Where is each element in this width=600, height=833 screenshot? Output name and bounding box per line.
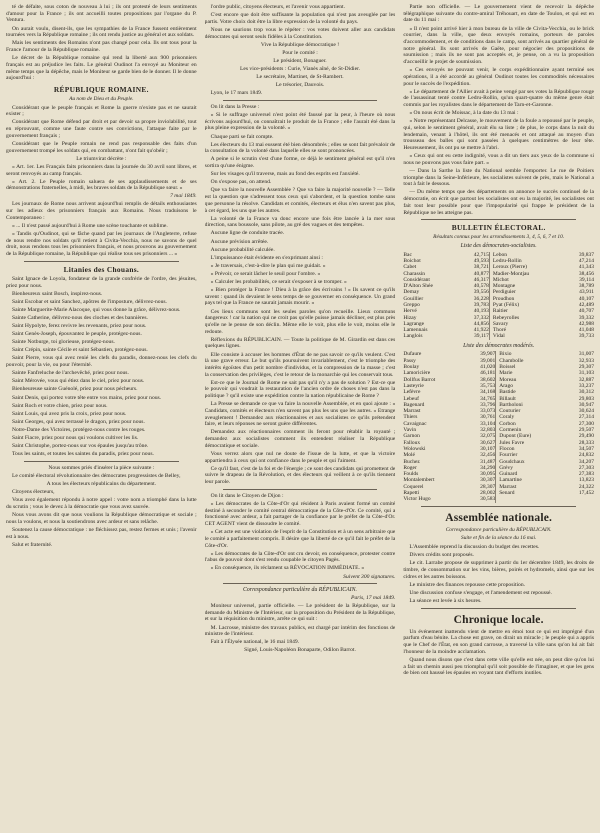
vote-count: 27,383	[578, 471, 594, 478]
list-item: Sainte Catherine, délivrez-nous des cloches et des bannières.	[12, 314, 148, 321]
candidate-name: Buchez	[403, 458, 420, 465]
candidate-name: Boulay	[403, 364, 420, 371]
candidate-name: Thoré	[489, 327, 565, 333]
list-item: Bienheureux saint Bosch, inspirez-nous.	[12, 290, 103, 297]
list2-title: Liste des démocrates modérés.	[463, 342, 535, 349]
chronique-body	[403, 629, 594, 677]
vote-count: 46,317	[473, 276, 489, 283]
paragraph: Elle consiste à accuser les hommes d'État de ne pas savoir ce qu'ils veulent. C'est là une grave erreur. Le but qu'ils poursuivent invariablement, c'est le triomphe des intérêts égoïstes d'un petit nombre d'individus, et la compression de la masse ; c'est la conservation des privilèges, c'est le retour de la monarchie qui les conservait tous.	[204, 351, 396, 378]
paragraph: Soutenez la cause démocratique : ne fléchissez pas, restez fermes et unis ; l'avenir est à nous.	[6, 526, 197, 540]
list1-title: Liste des démocrates-socialistes.	[460, 242, 537, 249]
decree-date: 7 mai 1849.	[170, 193, 197, 200]
list-item: Saint Georges, qui avez terrassé le dragon, priez pour nous.	[12, 418, 145, 425]
table-row	[403, 333, 594, 339]
paragraph: Moniteur universel, partie officielle. — Le président de la République, sur la demande du Ministre de l'Intérieur, sur la proposition du Président de la République, et sur la réquisition du ministre, arrête ce qui suit :	[204, 603, 396, 623]
paragraph: Les journaux de Rome nous arrivent aujourd'hui remplis de détails enthousiastes sur les adieux des prisonniers français aux Romains. Nous traduisons le Contemporaneo :	[6, 201, 197, 221]
paragraph: Le ministre des finances repousse cette proposition.	[409, 581, 526, 588]
table-row	[403, 496, 594, 502]
vote-count: 47,214	[578, 257, 594, 264]
paragraph: C'est encore que doit être suffisante la population qui n'est pas aveuglée par les partis. Votre choix doit être la libre expression de la volonté du pays.	[204, 12, 396, 25]
paragraph: « Calculer les probabilités, ce serait s'exposer à se tromper. »	[210, 278, 347, 285]
vote-count: 40,877	[473, 270, 489, 277]
paragraph: — Du même temps que des départements on annonce le succès continuel de la démocratie, on écrit que partout les socialistes ont eu la majorité, les socialistes ont fait tout leur possible pour que l'impopularité qui frappe le président de la République ne les atteigne pas.	[403, 189, 594, 216]
paragraph: Ces lieux communs sont les seules paroles qu'on recueille. Lieux communs dangereux ! car la nation qui ne croit pas qu'elle puisse jamais décliner, est plus près qu'elle ne le pense de son déclin. Même elle le voit, plus elle le voit, moins elle le redoute.	[204, 308, 396, 335]
divider	[24, 461, 179, 462]
vote-count: 13,823	[578, 477, 594, 484]
paragraph: Citoyens électeurs,	[12, 489, 55, 496]
vote-count: 30,761	[480, 414, 496, 421]
list-item: Notre-Dame des Victoires, protégez-nous contre les rouges.	[12, 426, 146, 433]
paragraph: A peine si le scrutin s'est d'une forme, ce déjà le sentiment général est qu'il n'en sortira qu'une énigme.	[204, 156, 396, 170]
vote-count: 39,783	[473, 302, 489, 308]
paragraph: « Les démocrates de la Côte-d'Or ont cru devoir, en conséquence, protester contre l'abus de pouvoir dont s'est rendu coupable le citoyen Pagès.	[204, 550, 396, 564]
paragraph: On s'expose pas, on attend.	[210, 179, 272, 186]
vote-count: 42,988	[578, 320, 594, 327]
paragraph: A tous les électeurs républicains du département.	[46, 481, 157, 488]
paragraph: Aucune probabilité calculée.	[210, 246, 275, 253]
paragraph: Le cit. Larrabe propose de supprimer à partir du 1er décembre 1849, les droits de timbre, de consommation sur les vins, bières, poirés et hydromels, ainsi que sur les cidres et les autres boissons.	[403, 560, 594, 580]
candidate-name: Demay	[403, 289, 420, 296]
candidate-name: Leroux (Pierre)	[489, 264, 565, 270]
vote-count: 30,312	[578, 389, 594, 396]
candidate-name: Coraly	[496, 414, 565, 420]
candidate-name: Vavin	[403, 427, 417, 434]
vote-count: 30,627	[480, 439, 496, 446]
col1-mid-article	[6, 201, 197, 257]
paragraph: Le décret de la République romaine qui rend la liberté aux 900 prisonniers français est au préjudice les faits. Le général Oudinot l'a envoyé au Moniteur en même temps que la dépêche, mais le Moniteur se garde bien de le donner. Il le donne aujourd'hui :	[6, 55, 197, 82]
vote-count: 38,721	[473, 264, 489, 271]
paragraph: « Le département de l'Allier avait à peine vengé par ses votes la République rouge de l'assassinat tenté contre Ledru-Rollin, qu'un quart-quatre du même genre était commis par les royalistes dans le département de Tarn-et-Garonne.	[403, 88, 594, 109]
presse-article	[205, 104, 396, 486]
candidate-name: Marie	[496, 370, 565, 376]
candidate-name: Fourrier	[496, 452, 565, 458]
paragraph: Vous verrez alors que nul ne doute de l'issue de la lutte, et que la victoire appartiendra à ceux qui ont confiance dans le peuple et qui l'aiment.	[204, 450, 396, 464]
paragraph: Sur les visages qu'il traverse, mais au fond des esprits est l'anxiété.	[210, 171, 360, 178]
signers	[205, 50, 396, 97]
candidate-name: Considérant	[403, 276, 430, 283]
candidate-name: Bastide	[496, 389, 565, 395]
paragraph: Nous ne saurions trop vous le répéter : vos votes doivent aller aux candidats démocrates qui seront seuls fidèles à la Constitution.	[204, 26, 396, 40]
vote-count: 32,803	[480, 427, 496, 434]
list-item: Sainte Notburge, toi glorieuse, protégez-nous.	[12, 339, 115, 346]
vote-count: 42,715	[473, 251, 489, 258]
vote-count: 39,556	[473, 289, 489, 296]
paragraph: « Prévoir, ce serait lâcher le seuil pour l'ombre. »	[210, 270, 321, 277]
list-item: Saint Christophe, portez-nous sur vos épaules jusqu'au trône.	[12, 443, 149, 450]
paragraph: Réflexions du RÉPUBLICAIN. — Toute la politique de M. Girardin est dans ces quelques lignes.	[204, 336, 396, 350]
paragraph: L'impuissance était évidente en s'exprimant ainsi :	[210, 254, 323, 261]
paragraph: Partie non officielle. — Le gouvernement vient de recevoir la dépêche télégraphique suivante du contre-amiral Tréhouart, en date de Toulon, et qui est en date du 11 mai :	[403, 4, 594, 24]
list-item: Saint Louis, qui avez pris la croix, priez pour nous.	[12, 410, 127, 417]
paragraph: Demandez aux réactionnaires comment ils feront pour rétablir la royauté ; demandez aux socialistes comment ils entendent réaliser la République démocratique et sociale.	[204, 429, 396, 449]
candidate-name: Corbon	[496, 421, 565, 427]
paragraph: On lit dans le Citoyen de Dijon :	[210, 492, 284, 499]
litanies-list	[6, 276, 197, 458]
paragraph: Aucune prévision arrêtée.	[210, 238, 269, 245]
paragraph: Le comité électoral révolutionnaire des démocrates progressistes de Belley,	[12, 472, 181, 479]
candidate-name: Victor Hugo	[403, 496, 431, 503]
divider	[223, 489, 378, 490]
vote-count: 41,922	[473, 327, 489, 334]
assemblee-date: Suite et fin de la séance du 16 mai.	[461, 535, 537, 542]
paragraph: « Cet acte est une violation de l'esprit de la Constitution et à un sens arbitraire que le comité a parfaitement compris. Il désire que la liberté de ce qu'il fait le préfet de la Côte-d'Or.	[204, 529, 396, 549]
candidate-name: Pyat (Félix)	[489, 302, 565, 308]
list-item: Saint Genès-Joseph, épouvantez le peuple, protégez-nous.	[12, 331, 142, 338]
vote-count: 28,307	[480, 483, 496, 490]
candidate-name: Cavaignac	[403, 420, 427, 427]
col3-top-article	[403, 4, 594, 216]
paragraph: « Ceux qui ont eu cette indignité, vous a dit un tiers aux yeux de la commune si nous ne pouvons pas vous faire part. »	[403, 153, 594, 166]
paragraph: Considérant que le Peuple romain ne rend pas responsable des faits d'un gouvernement trompé les soldats qui, en combattant, n'ont fait qu'obéir ;	[6, 140, 197, 154]
candidate-name: Senard	[496, 490, 565, 496]
vote-count: 39,332	[578, 314, 594, 321]
paragraph: « Notre représentant Delcasse, le mouvement de la foule a repoussé par le peuple, qui, selon le sentiment général, avait élu sa liste ; de plus, le corps dans la nuit du lendemain, venant à l'hôtel, ils ont été menacés et ont attaqué au moyen d'un trousseau des balles qui sont passées à quelques centimètres de leur tête. Heureusement, ils ont pu se mettre à l'abri.	[403, 118, 594, 152]
col1-top-article	[6, 4, 197, 82]
bulletin-title: BULLETIN ÉLECTORAL.	[451, 223, 546, 233]
paragraph: Quand nous disons que c'est dans cette ville qu'elle est née, on peut dire qu'on lui a fait un chemin aussi peu triomphal qu'il soit possible de l'imaginer, et que les gens de bien ont haussé les épaules en voyant tant d'efforts inutiles.	[403, 656, 594, 677]
candidate-name: Proudhon	[489, 296, 565, 302]
divider	[421, 608, 576, 609]
paragraph: « Art. 2. Le Peuple romain saluera de ses applaudissements et de ses démonstrations fraternelles, à midi, les braves soldats de la République sœur. »	[6, 178, 197, 192]
candidate-name: Flocon	[496, 446, 565, 452]
vote-count: 39,001	[480, 357, 496, 364]
candidate-name: Cormenin	[496, 427, 565, 433]
candidate-name	[496, 496, 565, 502]
list-item: Tous les saints, et toutes les saintes du paradis, priez pour nous.	[12, 451, 154, 458]
candidate-name: Perdiguier	[489, 289, 565, 295]
candidate-name: Raitier	[489, 308, 565, 314]
column-1	[6, 4, 197, 829]
vote-count: 40,578	[473, 283, 489, 290]
candidate-name: Arago	[496, 383, 565, 389]
candidate-name: Billault	[496, 396, 565, 402]
vote-count: 30,095	[480, 471, 496, 478]
candidate-name: Roger	[403, 464, 417, 471]
candidate-name: Lamennais	[403, 327, 428, 334]
vote-count: 29,490	[578, 433, 594, 440]
candidate-name: Montalembert	[403, 477, 435, 484]
paragraph: Considérant que le peuple français et Rome la guerre n'existe pas et ne saurait exister ;	[6, 104, 197, 118]
paragraph: Considérant que Rome défend par droit et par devoir sa propre inviolabilité, tout en réprouvant, comme une faute contre ses convictions, l'attaque faite par le gouvernement français ;	[6, 119, 197, 139]
column-3	[403, 4, 594, 829]
paragraph: Vive la République démocratique !	[260, 41, 340, 48]
paragraph: « Je traversais, c'est-à-dire le plan qui me guidait. »	[210, 262, 326, 269]
signer-line: Les vice-présidents : Curie, Vianès aîné, de St-Didier.	[239, 65, 361, 72]
decree-subtitle: Au nom de Dieu et du Peuple.	[69, 95, 134, 102]
candidate-name: Rapetti	[403, 490, 420, 497]
vote-count: 38,789	[578, 283, 594, 290]
decree-title: RÉPUBLIQUE ROMAINE.	[53, 84, 149, 94]
candidate-name: Marrast	[496, 484, 565, 490]
vote-count: 40,707	[578, 308, 594, 315]
candidate-name: Greppo	[403, 302, 420, 308]
vote-count	[565, 496, 594, 502]
paragraph: « En conséquence, ils réclament sa RÉVOCATION IMMÉDIATE. »	[210, 565, 365, 572]
candidate-name: Wolowski	[403, 445, 426, 452]
candidate-name: Molé	[403, 452, 415, 459]
vote-count: 33,073	[480, 408, 496, 415]
candidate-name: Dollfus Barrot	[403, 376, 436, 383]
bulletin-subtitle: Résultats connus pour les arrondissements 3, 4, 5, 6, 7 et 10.	[433, 234, 565, 241]
paragraph: Une discussion confuse s'engage, et l'amendement est repoussé.	[409, 589, 552, 596]
candidate-name: Jules Favre	[496, 440, 565, 446]
vote-count: 24,322	[578, 483, 594, 490]
vote-count: 32,456	[480, 452, 496, 459]
vote-count: 38,456	[578, 270, 594, 277]
paragraph: Chaque parti se fait compte.	[210, 133, 274, 140]
vote-count: 33,796	[480, 401, 496, 408]
signatures-line: Suivent 300 signatures.	[343, 573, 396, 580]
paragraph: Est-ce que le Journal de Rome ne sait pas qu'il n'y a pas de solution ? Est-ce que le pouvoir qui voudrait la restauration de l'ancien ordre de choses n'est pas dans la politique ? qu'il existe une expédition contre la nation républicaine de Rome ?	[204, 379, 396, 400]
list-item: Saint Escobar et saint Sanchez, apôtres de l'imposture, délivrez-nous.	[12, 298, 167, 305]
paragraph: « Tandis qu'Oudinot, qui se fâche quand par les journaux de l'Angleterre, refuse de nous rendre nos soldats qu'il retient à Civita-Vecchia, nous ne savons de quel droit, nous rendons tous les prisonniers français, et nous prouvons au gouvernement de la République romaine, la République qui réalise tous ses prisonniers ... »	[6, 231, 197, 258]
paragraph: Vous avez également répondu à notre appel : votre nom a triomphé dans la lutte du scrutin ; vous le devez à la démocratie que vous avez sauvée.	[6, 497, 197, 510]
candidate-name: Boichot	[403, 257, 421, 264]
vote-count: 39,837	[578, 251, 594, 258]
vote-count: 41,048	[578, 327, 594, 334]
vote-count: 34,207	[578, 458, 594, 465]
paragraph: Divers crédits sont proposés.	[409, 552, 474, 559]
vote-count: 34,290	[480, 464, 496, 471]
vote-count: 39,907	[480, 351, 496, 358]
divider	[223, 583, 378, 584]
signature-line: Signé, Louis-Napoléon Bonaparte, Odilon Barrot.	[244, 647, 356, 654]
divider	[421, 506, 576, 507]
candidate-name: Coquerel	[403, 483, 424, 490]
paragraph: « Ces envoyés ne pouvant venir, le corps expéditionnaire ayant terminé ses opérations, il a été accordé au général Oudinot toutes les commodités nécessaires pour le succès de l'expédition.	[403, 67, 594, 87]
vote-count: 24,832	[578, 452, 594, 459]
candidate-name: Thiers	[403, 414, 418, 421]
paragraph: té de défaite, sous coton de nouveau à lui ; ils ont protesté de leurs sentiments d'amour pour la France ; ils ont accueilli toutes propositions par l'organe du P. Ventura.	[6, 4, 197, 24]
vote-count: 39,114	[579, 276, 594, 283]
candidate-name: Lebon	[489, 252, 565, 258]
paragraph: « Si le suffrage universel n'est point été faussé par la peur, à l'heure où nous écrivons aujourd'hui, on connaîtrait le produit de la France ; elle l'aurait été dans la plus pleine expression de la volonté. »	[204, 112, 396, 132]
candidate-name: Savary	[489, 321, 565, 327]
candidate-name: Bartholoni	[496, 402, 565, 408]
candidate-name: Lamartine	[496, 477, 565, 483]
vote-count: 17,452	[578, 490, 594, 497]
chronique-title: Chronique locale.	[453, 613, 544, 626]
paragraph: On lit dans la Presse :	[210, 103, 260, 110]
column-2	[205, 4, 396, 829]
vote-count: 41,020	[480, 364, 496, 371]
paragraph: l'ordre public, citoyens électeurs, et l'avenir vous appartient.	[210, 4, 346, 10]
vote-count: 28,002	[480, 490, 496, 497]
vote-count: 39,117	[474, 333, 489, 340]
candidate-name: Marrast	[403, 408, 421, 415]
vote-count: 32,933	[578, 357, 594, 364]
assemblee-subtitle: Correspondance particulière du RÉPUBLICAIN.	[445, 526, 552, 533]
vote-count: 34,507	[578, 445, 594, 452]
divider	[24, 261, 179, 262]
signer-line: Le trésorier, Dauvois.	[275, 82, 325, 89]
paragraph: La Presse se demande ce que va faire la nouvelle Assemblée, et en quoi ajoute : « Candidats, comités et électeurs n'en savent pas plus les uns que les autres. » Etrange aveuglement ! Demandez aux réactionnaires et aux socialistes ce qu'ils prétendent faire, et leurs réponses ne seront guère différentes.	[204, 401, 396, 428]
paragraph: La volonté de la France va donc encore une fois être lancée à la mer sous direction, sans boussole, sans pilote, au gré des vagues et des tempêtes.	[204, 215, 396, 229]
vote-count: 27,300	[578, 420, 594, 427]
vote-count: 30,307	[480, 477, 496, 484]
list-item: Saint Denis, qui portez votre tête entre vos mains, priez pour nous.	[12, 394, 162, 401]
candidate-name: Lasteyrie	[403, 382, 424, 389]
candidate-name: Garnon	[403, 433, 420, 440]
assemblee-title: Assemblée nationale.	[445, 511, 553, 524]
candidate-name: Lebeuf	[403, 395, 419, 402]
candidate-name: Michot	[489, 277, 565, 283]
vote-count: 29,507	[578, 427, 594, 434]
candidate-name: Bac	[403, 251, 412, 258]
paragraph: « Il n'est point arrivé hier à mon bureau de la ville de Civita-Vecchia, ou le brick courrier, dans la ville, que deux envoyés romains, porteurs de paroles d'accommodement, et de conditions dans le camp, sont arrivés au quartier général de notre général. Ils sont arrivés de Gaëte, pour négocier des propositions de soumission ; mais ils ne sont pas acceptés et, je pense, on a vu la proposition d'accueillir le projet de soumission.	[403, 25, 594, 66]
paragraph: « Bien protéger la France ! Dieu à la grâce des écrivains ! » Ils savent ce qu'ils savent : quand ils devaient le sens temps de se gouverner en conséquence. Un grand pays tel que la France ne saurait jamais mourir. »	[204, 287, 396, 307]
litanies-title: Litanies des Chouans.	[63, 264, 140, 274]
candidate-name: Guinard	[496, 471, 565, 477]
candidate-name: Lamoricière	[403, 370, 431, 377]
paragraph: « On nous écrit de Moissac, à la date du 13 mai :	[409, 110, 519, 117]
vote-count: 29,307	[578, 364, 594, 371]
vote-count: 36,228	[473, 295, 489, 302]
correspondance-title: Correspondance particulière du RÉPUBLICAIN.	[243, 587, 357, 594]
correspondance-body	[205, 603, 396, 654]
candidate-name: Goudchaux	[496, 459, 565, 465]
candidate-name: Cabet	[403, 264, 417, 271]
vote-count: 44,856	[473, 320, 489, 327]
vote-count: 31,487	[480, 458, 496, 465]
candidate-name: Grévy	[496, 465, 565, 471]
paragraph: « Art. 1er. Les Français faits prisonniers dans la journée du 30 avril sont libres, et seront renvoyés au camp français.	[6, 163, 197, 177]
col2-top-article	[205, 4, 396, 48]
divider	[421, 219, 576, 220]
candidate-name: Bagenard	[403, 401, 425, 408]
date-line: Lyon, le 17 mars 1849.	[210, 90, 263, 97]
list-item: Sainte Fanfreluche de l'archevêché, priez pour nous.	[12, 370, 129, 377]
list-item: Saint Ignace de Loyola, fondateur de la grande confrérie de l'ordre, des jésuites, priez pour nous.	[6, 275, 197, 289]
candidate-name: Langlois	[403, 333, 423, 340]
list-item: Saint Pierre, vous qui avez renié les clefs du paradis, donnez-nous les clefs du pouvoir, pour la vie, ou pour l'éternité.	[6, 355, 197, 369]
signer-line: Pour le comité :	[282, 49, 318, 56]
candidate-name: Lagrange	[403, 320, 425, 327]
candidate-name: Falloux	[403, 439, 421, 446]
vote-count: 42,489	[578, 302, 594, 308]
paragraph: Mais les sentiments des Romains n'ont pas changé pour cela. Ils ont tous pour la France l'amour de la République romaine.	[6, 40, 197, 53]
results-table-moderates	[403, 351, 594, 502]
notice-intro: Nous sommes priés d'insérer la pièce suivante :	[48, 464, 155, 471]
vote-count: 34,765	[480, 395, 496, 402]
vote-count: 41,343	[578, 264, 594, 271]
paragraph: Nous vous avons dit que nous voulions la République démocratique et sociale ; nous la voulons, et nous la soutiendrons avec ardeur et sans relâche.	[6, 512, 197, 525]
list-item: Sainte Marguerite-Marie Alacoque, qui vous donne la grâce, délivrez-nous.	[12, 306, 181, 313]
vote-count: 32,075	[480, 433, 496, 440]
paragraph: Fait à l'Élysée national, le 16 mai 1849.	[210, 639, 300, 646]
candidate-name: Bixio	[496, 351, 565, 357]
results-table-socialists	[403, 252, 594, 340]
vote-count: 30,947	[578, 401, 594, 408]
candidate-name: Passy	[403, 357, 416, 364]
vote-count: 43,911	[579, 289, 594, 296]
decree-body	[6, 105, 197, 200]
paragraph: On aurait voulu, disent-ils, que les sympathies de la France fussent entièrement tournées vers la République romaine ; ils ont rendu justice au général et aux soldats.	[6, 25, 197, 39]
candidate-name: Hervé	[403, 308, 417, 315]
vote-count: 27,314	[578, 414, 594, 421]
paragraph: Que va faire la nouvelle Assemblée ? Que va faire la majorité nouvelle ? — Telle est la question que s'adressent tous ceux qui s'abordent, et la question tombe sans que personne la résolve. Candidats et comités, électeurs et élus n'en savent pas plus, à cet égard, les uns que les autres.	[204, 187, 396, 214]
vote-count: 30,583	[480, 496, 496, 503]
candidate-name: D'Alton Shée	[403, 283, 433, 290]
candidate-name: Hizay	[403, 314, 417, 321]
candidate-name: Chambolle	[496, 358, 565, 364]
vote-count: 27,303	[578, 464, 594, 471]
vote-count: 40,107	[578, 295, 594, 302]
candidate-name: Dupont (Eure)	[496, 433, 565, 439]
vote-count: 28,333	[578, 439, 594, 446]
vote-count: 33,104	[480, 420, 496, 427]
vote-count: 29,803	[578, 395, 594, 402]
vote-count: 33,237	[578, 382, 594, 389]
vote-count: 35,753	[480, 382, 496, 389]
paragraph: La séance est levée à six heures.	[409, 597, 482, 604]
vote-count: 37,332	[473, 314, 489, 321]
list-item: Saint Fiacre, priez pour nous qui voulons cultiver les lis.	[12, 434, 139, 441]
assemblee-body	[403, 544, 594, 605]
paragraph: Ce qu'il faut, c'est de la foi et de l'énergie ; ce sont des candidats qui promettent de suivre le drapeau de la Révolution, et des électeurs qui veillent à ce qu'ils tiennent leur parole.	[204, 465, 396, 486]
candidate-name: Charassin	[403, 270, 426, 277]
paragraph: Aucune ligne de conduite tracée.	[210, 230, 285, 237]
candidate-name: Boissel	[496, 364, 565, 370]
candidate-name: Rebeyrolles	[489, 315, 565, 321]
list-item: Bienheureuse sainte Guénolé, priez pour nous pécheurs.	[12, 386, 138, 393]
candidate-name: Gouillier	[403, 295, 424, 302]
list-item: Saint Hypolyte, ferez revivre les revenants, priez pour nous.	[12, 323, 147, 330]
paragraph: Salut et fraternité.	[12, 541, 53, 548]
correspondance-date: Paris, 17 mai 1849.	[351, 594, 396, 601]
vote-count: 31,103	[578, 370, 594, 377]
candidate-name: Moreau	[496, 377, 565, 383]
paragraph: Un événement inattendu vient de mettre en émoi tout ce qui est imprégné d'un parfum d'eau bénite. La chose est grave, on dirait un miracle ; le peuple qui a appris que le Chef de l'État, en son grand carrosse, a traversé la ville sans qu'on lui ait fait l'honneur de la moindre acclamation.	[403, 628, 594, 655]
vote-count: 38,602	[480, 376, 496, 383]
list-item: Saint Roch et votre chien, priez pour nous.	[12, 402, 108, 409]
paragraph: « Les démocrates de la Côte-d'Or qui résident à Paris avaient formé un comité destiné à seconder le comité central démocratique de la Côte-d'Or. Ce comité, qui a fonctionné avec ardeur, a fait partager de la confiance par le préfet de la Côte-d'Or. CET AGENT vient de dissoudre le comité.	[204, 500, 396, 528]
paragraph: M. Lacrosse, ministre des travaux publics, est chargé par intérim des fonctions de ministre de l'intérieur.	[204, 624, 396, 638]
paragraph: « ... Il n'est passé aujourd'hui à Rome une scène touchante et sublime.	[12, 222, 168, 229]
paragraph: L'Assemblée reprend la discussion du budget des recettes.	[409, 544, 540, 551]
candidate-name: Foulds	[403, 471, 419, 478]
candidate-name: Ledru-Rollin	[489, 258, 565, 264]
vote-count: 32,887	[578, 376, 594, 383]
signer-line: Le président, Bonaguer.	[273, 57, 327, 64]
vote-count: 39,733	[578, 333, 594, 340]
candidate-name: Lefèvre	[403, 389, 421, 396]
divider	[223, 100, 378, 101]
vote-count: 40,193	[473, 308, 489, 315]
vote-count: 30,624	[578, 408, 594, 415]
vote-count: 49,593	[473, 257, 489, 264]
candidate-name: Madier-Montjau	[489, 271, 565, 277]
vote-count: 31,007	[578, 351, 594, 358]
candidate-name: Vidal	[489, 333, 565, 339]
list-item: Saint Mérovée, vous qui étiez dans le ciel, priez pour nous.	[12, 378, 145, 385]
paragraph: Les électeurs du 13 mai eussent été bien dénombrés ; elles se sont fait prévaloir de la consultation de la volonté dans laquelle elles se sont prononcées.	[204, 141, 396, 155]
paragraph: Le triumvirat décrète :	[76, 155, 127, 162]
list-item: Saint Crépin, sainte Cécile et saint Sébastien, protégez-nous.	[12, 347, 148, 354]
signer-line: Le secrétaire, Martinet, de St-Rambert.	[256, 74, 344, 81]
paragraph: — Dans la Sarthe la liste du National semble l'emporter. Le rue de Poitiers triomphe dans la Seine-Inférieure, les socialistes suivent de près, mais le National a tout à fait le dessous.	[403, 167, 594, 188]
candidate-name: Couturier	[496, 408, 565, 414]
vote-count: 34,168	[480, 389, 496, 396]
candidate-name: Montagne	[489, 283, 565, 289]
vote-count: 46,181	[480, 370, 496, 377]
vote-count: 30,107	[480, 445, 496, 452]
comite-letter	[6, 473, 197, 548]
candidate-name: Dufaure	[403, 351, 422, 358]
dijon-article	[205, 493, 396, 580]
